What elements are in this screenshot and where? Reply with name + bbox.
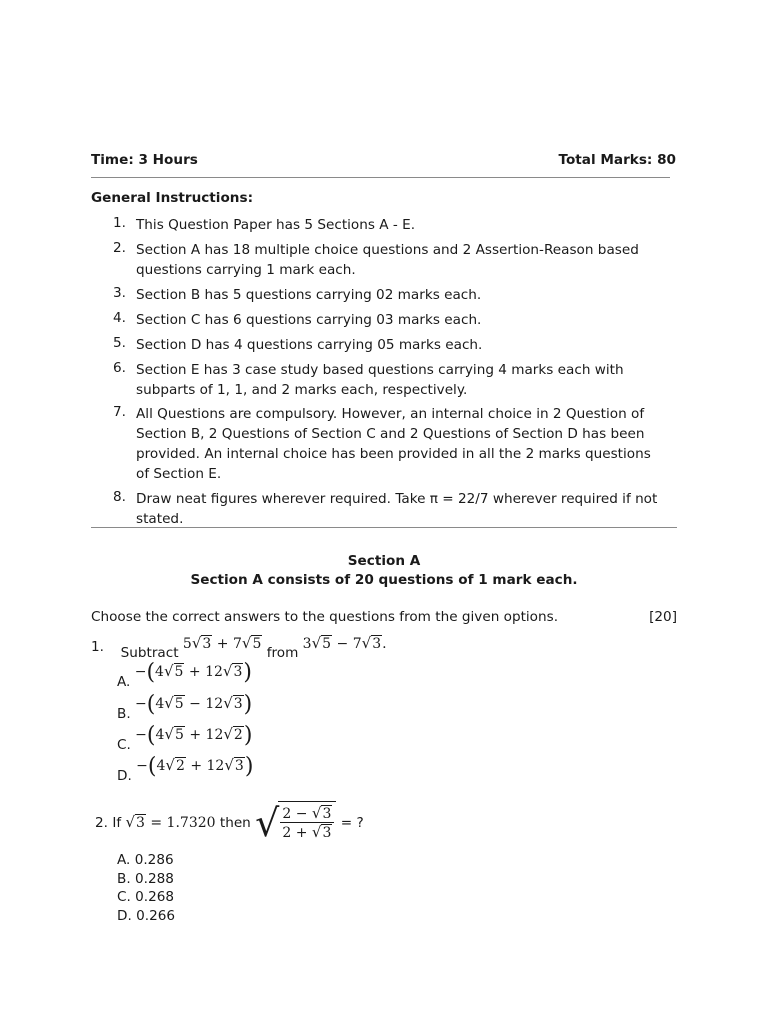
math-expression: −(4√5 − 12√3) [134, 692, 253, 717]
math-expression: −(4√2 + 12√3) [136, 754, 254, 779]
question-text: = ? [340, 815, 364, 831]
question-text: then [219, 815, 251, 831]
option-label: A. [117, 674, 131, 690]
option-label: D. [117, 768, 132, 784]
instruction-number: 8. [113, 489, 126, 505]
option-a: A. 0.286 [117, 852, 174, 868]
option-d: D. 0.266 [117, 908, 176, 924]
question-number: 1. [91, 639, 104, 655]
instruction-text: This Question Paper has 5 Sections A - E. [136, 217, 416, 233]
instruction-text: All Questions are compulsory. However, an internal choice in 2 Question of Section B, 2 Questions of Section C and 2 Questions of Section D has been provided. An internal choice has been provided in all the 2 marks questions of Section E. [136, 406, 651, 482]
option-label: C. [117, 737, 131, 753]
question-text: Subtract [120, 645, 179, 661]
math-expression: −(4√5 + 12√3) [134, 660, 252, 685]
instruction-text: Section D has 4 questions carrying 05 marks each. [136, 337, 483, 353]
total-marks-label: Total Marks: 80 [558, 152, 676, 168]
instruction-text: Section E has 3 case study based questions carrying 4 marks each with subparts of 1, 1, and 2 marks each, respectively. [136, 362, 624, 398]
math-expression: √ $\frac{2 - √3}{2 + √3}$ [255, 801, 336, 845]
instruction-number: 3. [113, 285, 126, 301]
instruction-number: 6. [113, 360, 126, 376]
math-expression: √3 = 1.7320 [125, 813, 216, 831]
option-b: B. 0.288 [117, 871, 174, 887]
question-text: from [266, 645, 299, 661]
time-label: Time: 3 Hours [91, 152, 198, 168]
question-text: If [112, 815, 122, 831]
option-a [117, 660, 252, 690]
instructions-divider [91, 527, 677, 528]
question-number: 2. [95, 815, 108, 831]
option-d [117, 754, 253, 784]
instruction-text: Section A has 18 multiple choice questions and 2 Assertion-Reason based questions carrying 1 mark each. [136, 242, 639, 278]
question-2 [95, 801, 364, 845]
option-label: B. [117, 706, 131, 722]
instruction-number: 5. [113, 335, 126, 351]
header-divider [91, 177, 670, 178]
math-expression: −(4√5 + 12√2) [135, 723, 253, 748]
question-1 [91, 634, 387, 661]
instruction-number: 7. [113, 404, 126, 420]
general-instructions-title: General Instructions: [91, 190, 254, 206]
instruction-number: 2. [113, 240, 126, 256]
instruction-number: 1. [113, 215, 126, 231]
instruction-text: Draw neat figures wherever required. Take π = 22/7 wherever required if not stated. [136, 491, 658, 527]
section-subtitle: Section A consists of 20 questions of 1 mark each. [190, 572, 578, 588]
option-c: C. 0.268 [117, 889, 175, 905]
option-b [117, 692, 252, 722]
section-instruction: Choose the correct answers to the questions from the given options. [91, 609, 559, 625]
math-expression: 5√3 + 7√5 [182, 634, 262, 652]
instruction-text: Section B has 5 questions carrying 02 marks each. [136, 287, 482, 303]
option-c [117, 723, 252, 753]
math-expression: 3√5 − 7√3. [302, 634, 387, 652]
section-title: Section A [347, 553, 421, 569]
instruction-text: Section C has 6 questions carrying 03 marks each. [136, 312, 482, 328]
instruction-number: 4. [113, 310, 126, 326]
section-marks: [20] [649, 609, 677, 625]
